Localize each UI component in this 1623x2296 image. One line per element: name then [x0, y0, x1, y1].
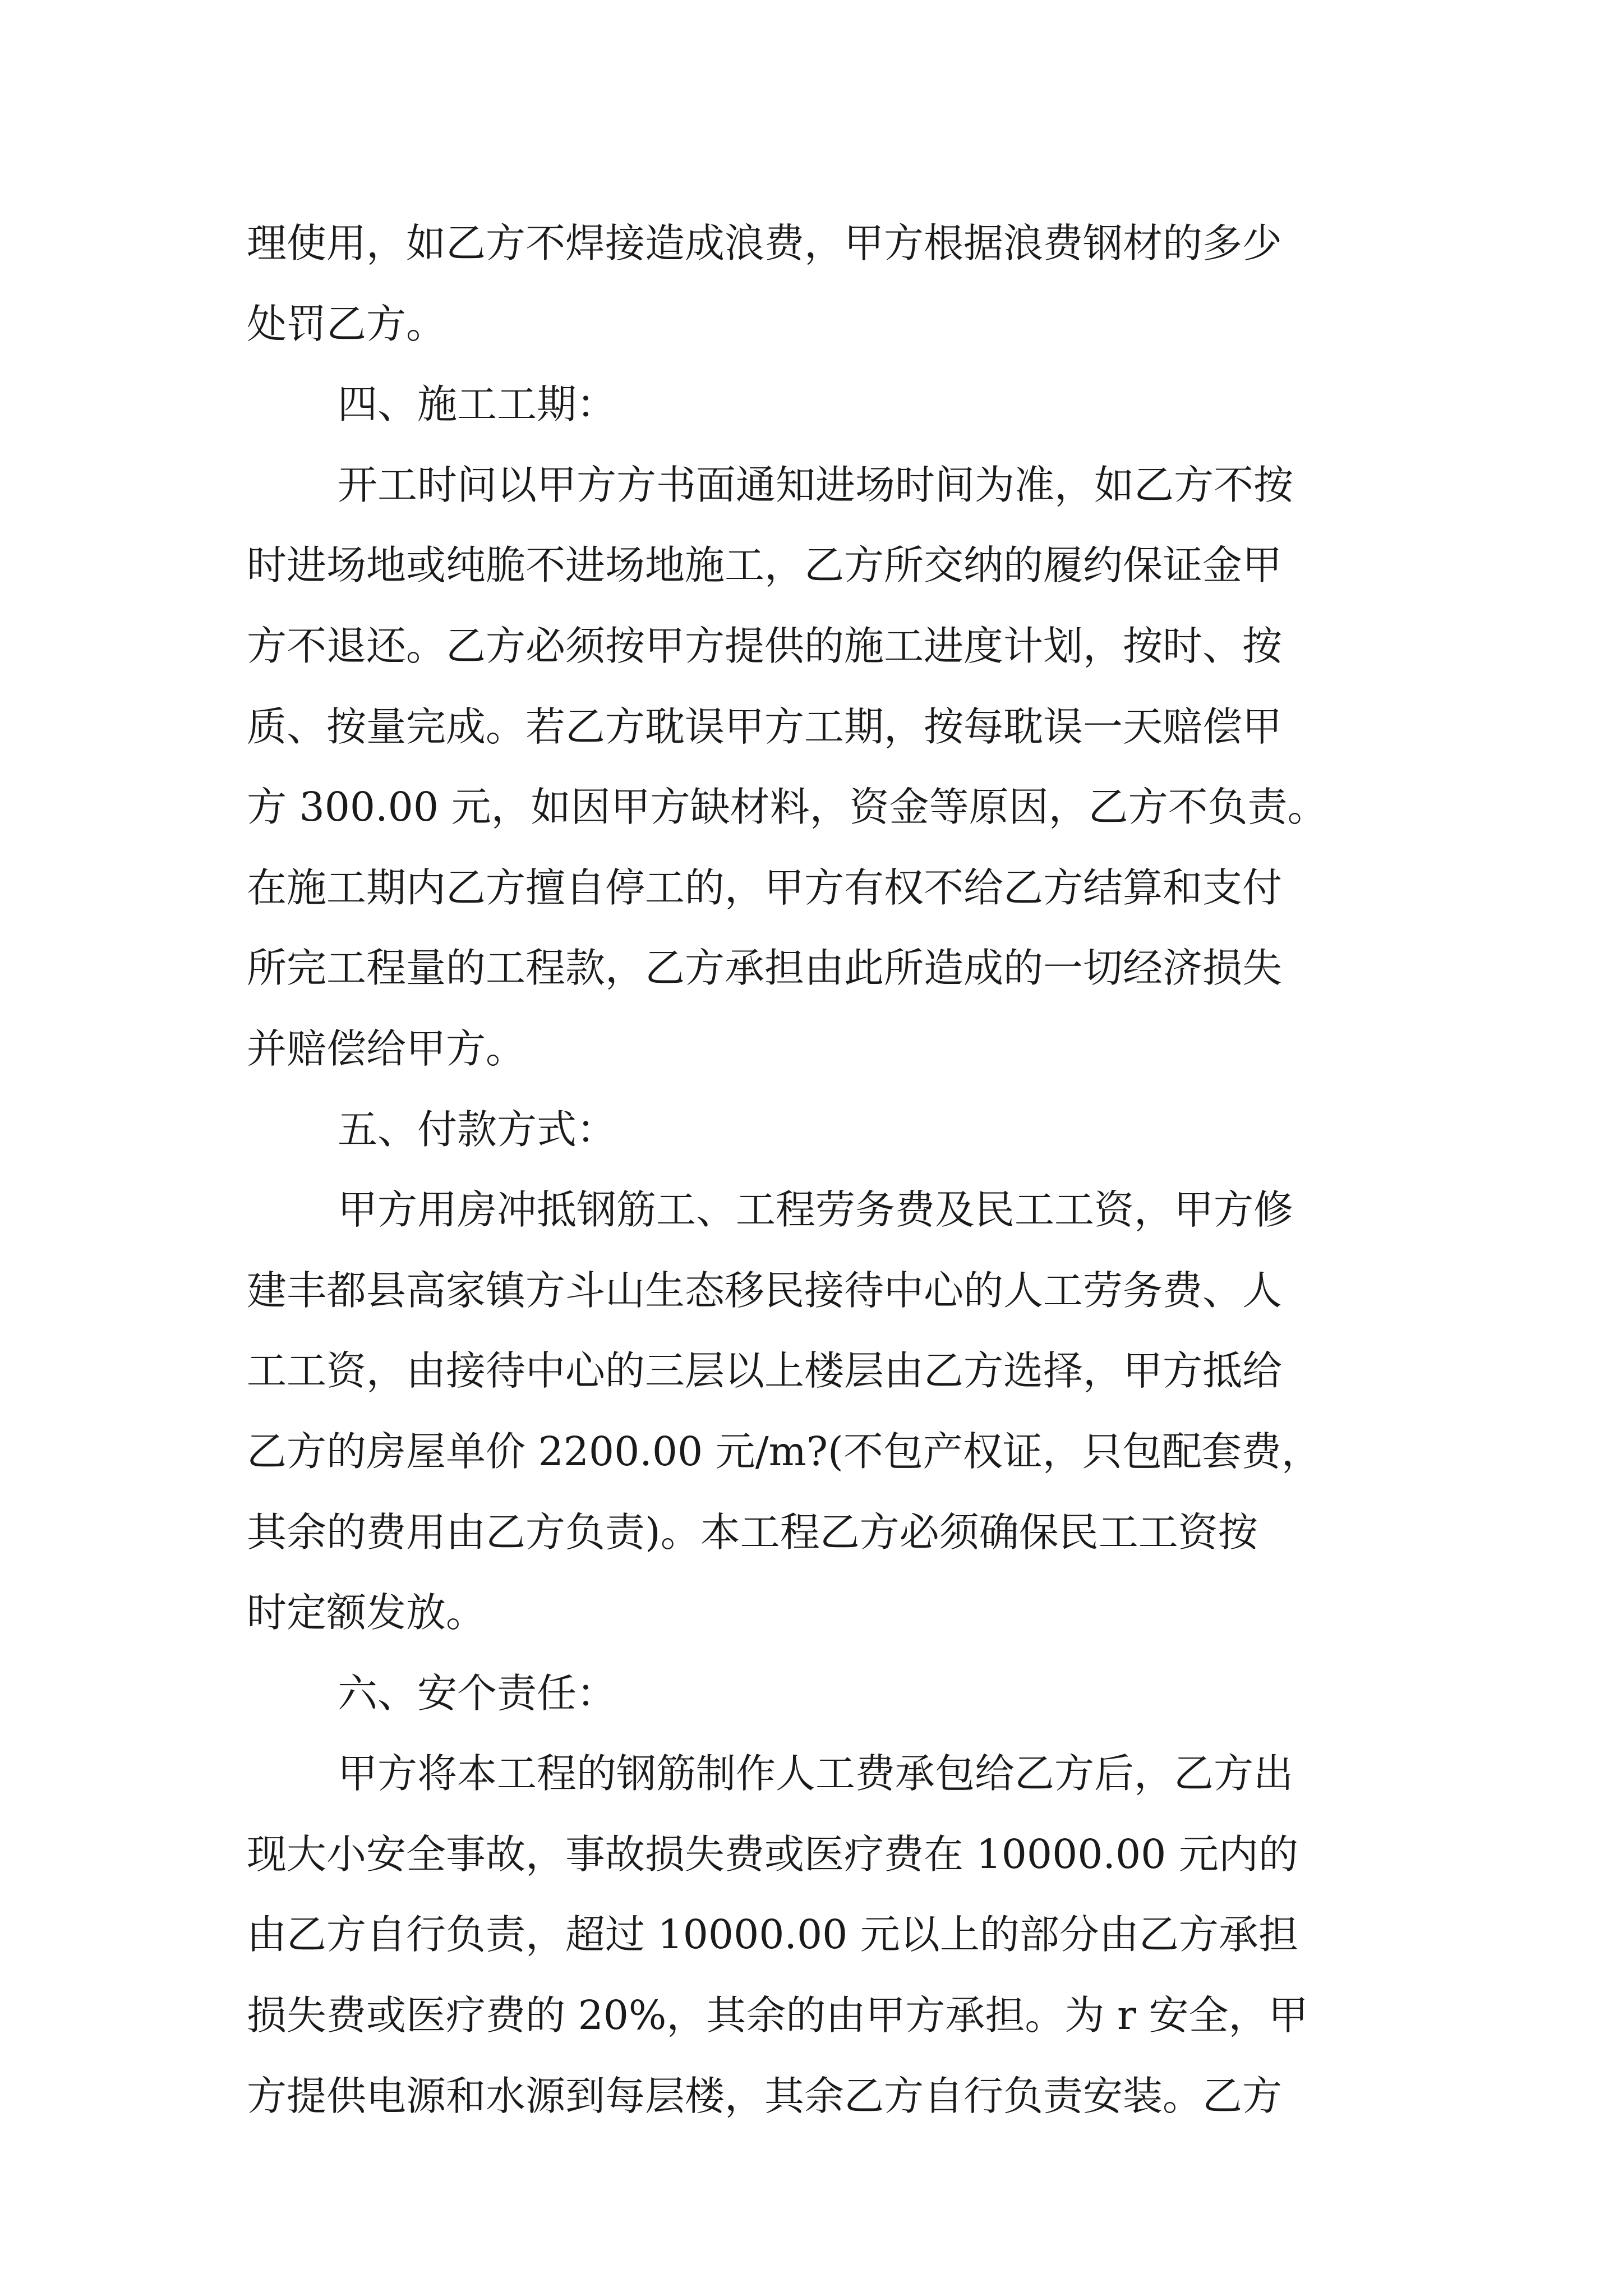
text-line: 所完工程量的工程款，乙方承担由此所造成的一切经济损失: [247, 945, 1283, 992]
text-line: 由乙方自行负责，超过 10000.00 元以上的部分由乙方承担: [247, 1911, 1298, 1958]
text-line: 其余的费用由乙方负责)。本工程乙方必须确保民工工资按: [247, 1508, 1258, 1556]
text-line: 乙方的房屋单价 2200.00 元/m?(不包产权证，只包配套费，: [247, 1428, 1321, 1475]
paragraph-first-line: 五、付款方式：: [338, 1106, 617, 1153]
text-line: 现大小安全事故，事故损失费或医疗费在 10000.00 元内的: [247, 1830, 1298, 1878]
text-line: 工工资，由接待中心的三层以上楼层由乙方选择，甲方抵给: [247, 1347, 1283, 1395]
paragraph-first-line: 甲方将本工程的钢筋制作人工费承包给乙方后，乙方出: [338, 1750, 1294, 1797]
text-line: 方不退还。乙方必须按甲方提供的施工进度计划，按时、按: [247, 622, 1283, 669]
text-line: 时进场地或纯脆不进场地施工，乙方所交纳的履约保证金甲: [247, 542, 1283, 589]
text-line: 时定额发放。: [247, 1589, 486, 1636]
paragraph-first-line: 甲方用房冲抵钢筋工、工程劳务费及民工工资，甲方修: [338, 1186, 1294, 1234]
text-line: 损失费或医疗费的 20%，其余的由甲方承担。为 r 安全，甲: [247, 1992, 1308, 2039]
text-line: 处罚乙方。: [247, 300, 446, 347]
text-line: 并赔偿给甲方。: [247, 1025, 526, 1072]
paragraph-first-line: 四、施工工期：: [338, 381, 617, 428]
text-line: 建丰都县高家镇方斗山生态移民接待中心的人工劳务费、人: [247, 1267, 1283, 1314]
document-body: [247, 203, 1391, 2136]
text-line: 理使用，如乙方不焊接造成浪费，甲方根据浪费钢材的多少: [247, 220, 1283, 266]
text-line: 质、按量完成。若乙方耽误甲方工期，按每耽误一天赔偿甲: [247, 703, 1283, 750]
text-line: 方 300.00 元，如因甲方缺材料，资金等原因，乙方不负责。: [247, 784, 1327, 831]
text-line: 在施工期内乙方擅自停工的，甲方有权不给乙方结算和支付: [247, 864, 1283, 911]
paragraph-first-line: 六、安个责任：: [338, 1669, 617, 1717]
paragraph-first-line: 开工时问以甲方方书面通知进场时间为准，如乙方不按: [338, 461, 1294, 508]
text-line: 方提供电源和水源到每层楼，其余乙方自行负责安装。乙方: [247, 2072, 1283, 2119]
